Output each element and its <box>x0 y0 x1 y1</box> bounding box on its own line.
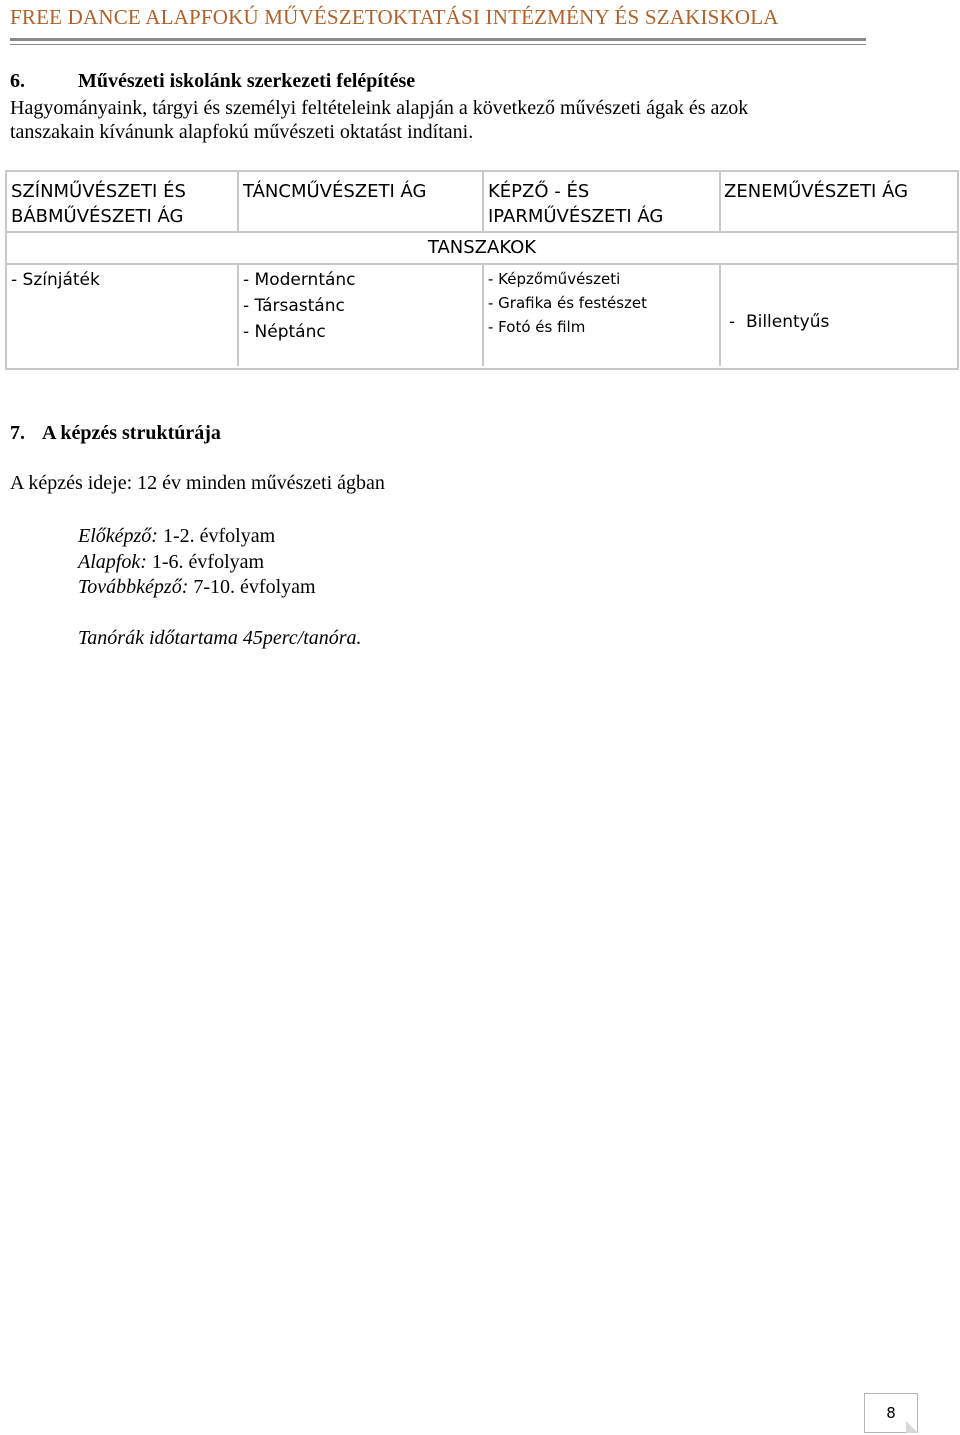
table-list-visual-arts <box>488 267 647 339</box>
training-levels <box>78 524 316 601</box>
header-rule-thick <box>10 38 866 41</box>
page-fold-icon <box>906 1421 918 1433</box>
section-6-number: 6. <box>10 70 25 92</box>
level-label: Előképző: <box>78 525 158 547</box>
page-number: 8 <box>886 1404 896 1422</box>
intro-line-2: tanszakain kívánunk alapfokú művészeti oktatást indítani. <box>10 121 474 143</box>
table-header-theatre: SZÍNMŰVÉSZETI ÉS BÁBMŰVÉSZETI ÁG <box>11 181 186 227</box>
list-item: - Képzőművészeti <box>488 270 621 288</box>
list-item: - Moderntánc <box>243 270 356 290</box>
section-6-title: Művészeti iskolánk szerkezeti felépítése <box>78 70 416 92</box>
header-rule-thin <box>10 44 866 45</box>
table-divider <box>719 264 721 366</box>
level-row <box>78 550 316 576</box>
section-6-heading <box>10 70 415 93</box>
intro-line-1: Hagyományaink, tárgyi és személyi feltételeink alapján a következő művészeti ágak és azok <box>10 97 749 119</box>
list-item: - Társastánc <box>243 296 345 316</box>
section-6-intro <box>10 96 880 144</box>
level-value: 7-10. évfolyam <box>188 576 316 598</box>
table-list-theatre <box>11 267 100 293</box>
level-row <box>78 575 316 601</box>
section-7-number: 7. <box>10 422 25 444</box>
table-divider <box>482 172 484 232</box>
level-value: 1-2. évfolyam <box>157 525 276 547</box>
page-number-box <box>864 1393 918 1433</box>
document-header: FREE DANCE ALAPFOKÚ MŰVÉSZETOKTATÁSI INTÉZMÉNY ÉS SZAKISKOLA <box>10 5 779 29</box>
table-divider <box>237 264 239 366</box>
table-list-dance <box>243 267 356 345</box>
level-row <box>78 524 316 550</box>
training-duration: A képzés ideje: 12 év minden művészeti ágban <box>10 472 385 494</box>
table-header-visual-arts: KÉPZŐ - ÉS IPARMŰVÉSZETI ÁG <box>488 181 664 227</box>
table-divider <box>237 172 239 232</box>
table-divider <box>7 231 957 233</box>
list-item: - Néptánc <box>243 322 326 342</box>
art-branches-table <box>5 170 959 370</box>
section-7-title: A képzés struktúrája <box>42 422 221 444</box>
section-7-heading <box>10 422 221 445</box>
table-list-music <box>729 269 829 375</box>
table-header-music: ZENEMŰVÉSZETI ÁG <box>724 181 909 202</box>
table-divider <box>482 264 484 366</box>
list-item: - Színjáték <box>11 270 100 290</box>
table-header-dance: TÁNCMŰVÉSZETI ÁG <box>243 181 427 202</box>
lesson-length: Tanórák időtartama 45perc/tanóra. <box>78 627 362 649</box>
list-item: - Fotó és film <box>488 318 586 336</box>
list-item: - Billentyűs <box>729 312 830 332</box>
table-subheader-departments: TANSZAKOK <box>427 237 537 258</box>
level-label: Továbbképző: <box>78 576 189 598</box>
level-value: 1-6. évfolyam <box>146 550 265 573</box>
table-divider <box>719 172 721 232</box>
level-label: Alapfok: <box>78 550 147 573</box>
list-item: - Grafika és festészet <box>488 294 648 312</box>
